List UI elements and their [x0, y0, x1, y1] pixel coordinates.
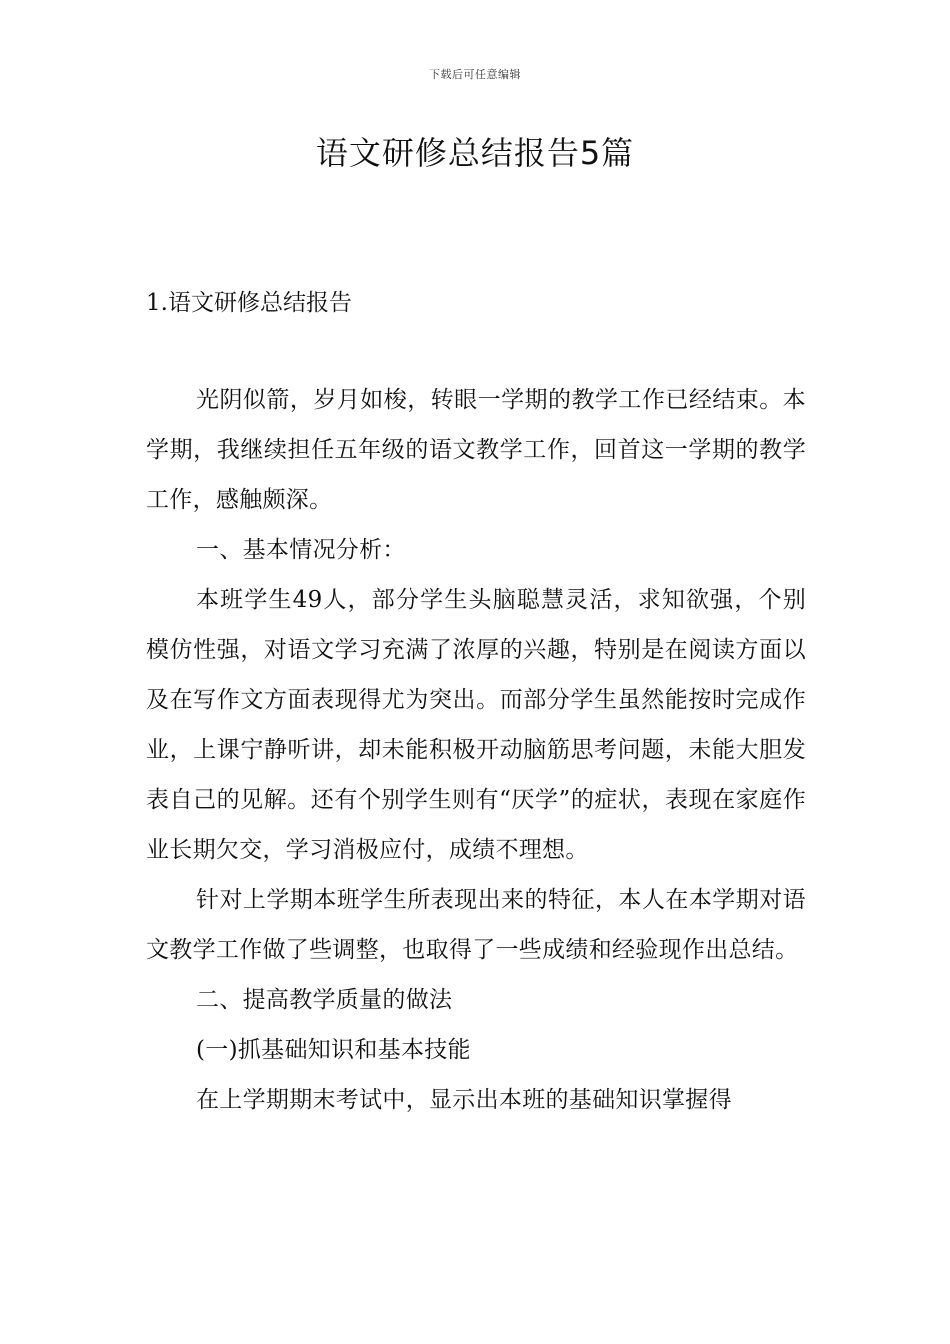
header-note: 下载后可任意编辑 [429, 68, 521, 81]
paragraph-class-analysis: 本班学生49人，部分学生头脑聪慧灵活，求知欲强，个别模仿性强，对语文学习充满了浓厚的兴趣，特别是在阅读方面以及在写作文方面表现得尤为突出。而部分学生虽然能按时完成作业，上课宁静听讲，却未能积极开动脑筋思考问题，未能大胆发表自己的见解。还有个别学生则有“厌学”的症状，表现在家庭作业长期欠交，学习消极应付，成绩不理想。 [146, 587, 806, 863]
paragraph-subheading-situation: 一、基本情况分析： [196, 537, 406, 563]
paragraph-intro: 光阴似箭，岁月如梭，转眼一学期的教学工作已经结束。本学期，我继续担任五年级的语文教学工作，回首这一学期的教学工作，感触颇深。 [146, 387, 806, 513]
paragraph-adjustment: 针对上学期本班学生所表现出来的特征，本人在本学期对语文教学工作做了些调整，也取得了一些成绩和经验现作出总结。 [146, 887, 806, 963]
paragraph-subheading-methods: 二、提高教学质量的做法 [196, 987, 453, 1013]
document-title: 语文研修总结报告5篇 [315, 134, 635, 172]
paragraph-exam-results: 在上学期期末考试中，显示出本班的基础知识掌握得 [196, 1087, 732, 1113]
section-heading: 1.语文研修总结报告 [146, 290, 352, 316]
paragraph-subheading-basics: (一)抓基础知识和基本技能 [196, 1037, 471, 1063]
body-text [146, 375, 806, 1125]
